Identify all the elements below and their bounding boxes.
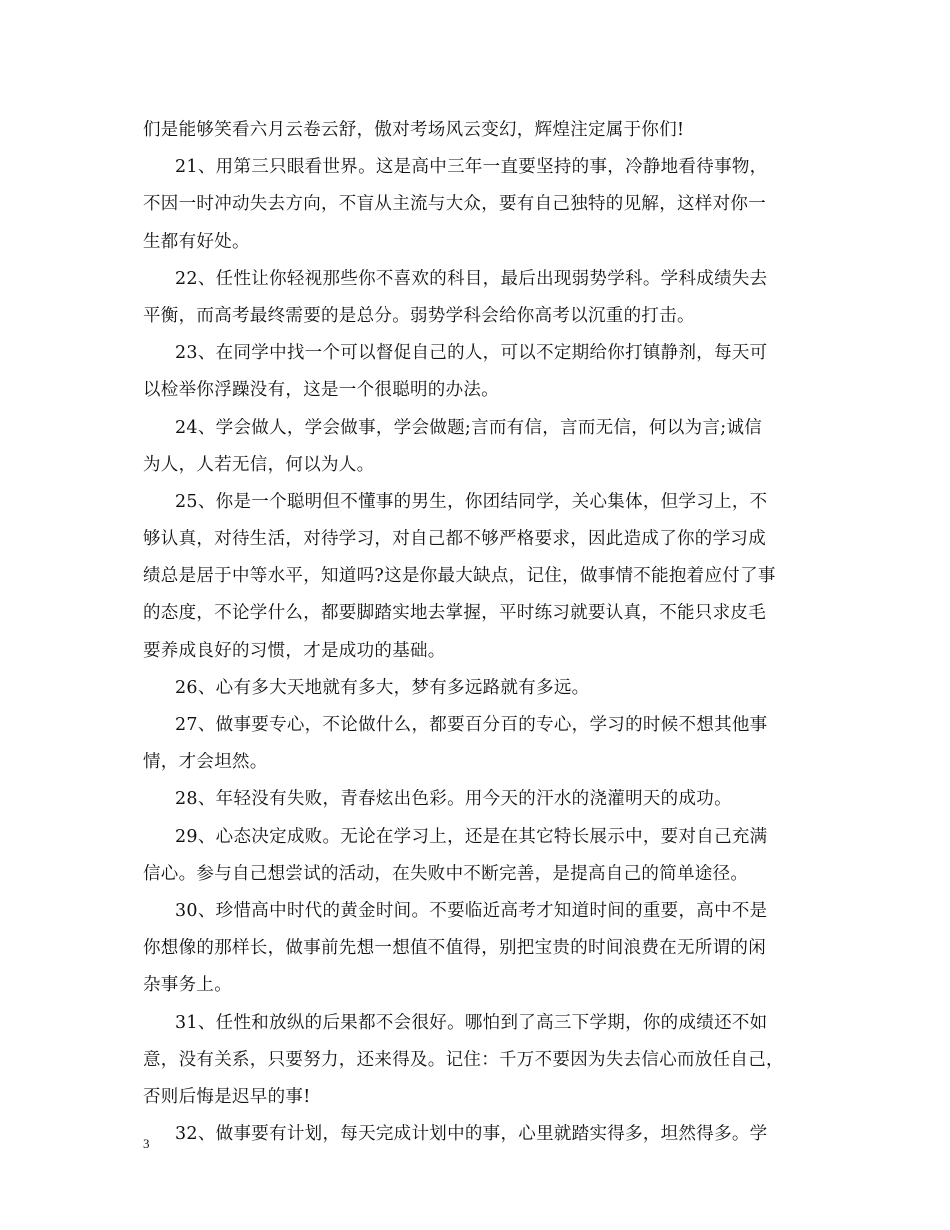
text-line: 生都有好处。	[143, 231, 250, 252]
text-line: 26、心有多大天地就有多大，梦有多远路就有多远。	[175, 677, 590, 698]
text-line: 们是能够笑看六月云卷云舒，傲对考场风云变幻，辉煌注定属于你们!	[143, 120, 685, 140]
text-line: 29、心态决定成败。无论在学习上，还是在其它特长展示中，要对自己充满	[175, 826, 768, 847]
text-line: 30、珍惜高中时代的黄金时间。不要临近高考才知道时间的重要，高中不是	[175, 900, 768, 921]
body-text	[143, 112, 808, 1153]
text-line: 31、任性和放纵的后果都不会很好。哪怕到了高三下学期，你的成绩还不如	[175, 1012, 768, 1033]
text-line: 以检举你浮躁没有，这是一个很聪明的办法。	[143, 380, 499, 401]
text-line: 27、做事要专心，不论做什么，都要百分百的专心，学习的时候不想其他事	[175, 715, 768, 735]
text-line: 绩总是居于中等水平，知道吗?这是你最大缺点，记住，做事情不能抱着应付了事	[143, 566, 776, 587]
text-line: 24、学会做人，学会做事，学会做题;言而有信，言而无信，何以为言;诚信	[175, 417, 763, 438]
text-line: 23、在同学中找一个可以督促自己的人，可以不定期给你打镇静剂，每天可	[175, 343, 768, 364]
text-line: 情，才会坦然。	[143, 752, 268, 773]
text-line: 杂事务上。	[143, 975, 232, 996]
text-line: 够认真，对待生活，对待学习，对自己都不够严格要求，因此造成了你的学习成	[143, 529, 766, 550]
text-line: 信心。参与自己想尝试的活动，在失败中不断完善，是提高自己的简单途径。	[143, 863, 749, 884]
text-line: 否则后悔是迟早的事!	[143, 1086, 311, 1107]
text-line: 为人，人若无信，何以为人。	[143, 454, 375, 475]
text-line: 28、年轻没有失败，青春炫出色彩。用今天的汗水的浇灌明天的成功。	[175, 789, 732, 810]
text-line: 要养成良好的习惯，才是成功的基础。	[143, 640, 446, 661]
text-line: 22、任性让你轻视那些你不喜欢的科目，最后出现弱势学科。学科成绩失去	[175, 268, 768, 289]
text-line: 你想像的那样长，做事前先想一想值不值得，别把宝贵的时间浪费在无所谓的闲	[143, 938, 766, 959]
text-line: 不因一时冲动失去方向，不盲从主流与大众，要有自己独特的见解，这样对你一	[143, 194, 766, 215]
text-line: 的态度，不论学什么，都要脚踏实地去掌握，平时练习就要认真，不能只求皮毛	[143, 603, 766, 624]
page-number: 3	[143, 1136, 150, 1151]
text-line: 25、你是一个聪明但不懂事的男生，你团结同学，关心集体，但学习上，不	[175, 491, 768, 512]
text-line: 21、用第三只眼看世界。这是高中三年一直要坚持的事，冷静地看待事物，	[175, 157, 768, 178]
text-line: 32、做事要有计划，每天完成计划中的事，心里就踏实得多，坦然得多。学	[175, 1124, 768, 1145]
text-line: 意，没有关系，只要努力，还来得及。记住：千万不要因为失去信心而放任自己，	[143, 1049, 784, 1070]
text-line: 平衡，而高考最终需要的是总分。弱势学科会给你高考以沉重的打击。	[143, 305, 695, 326]
